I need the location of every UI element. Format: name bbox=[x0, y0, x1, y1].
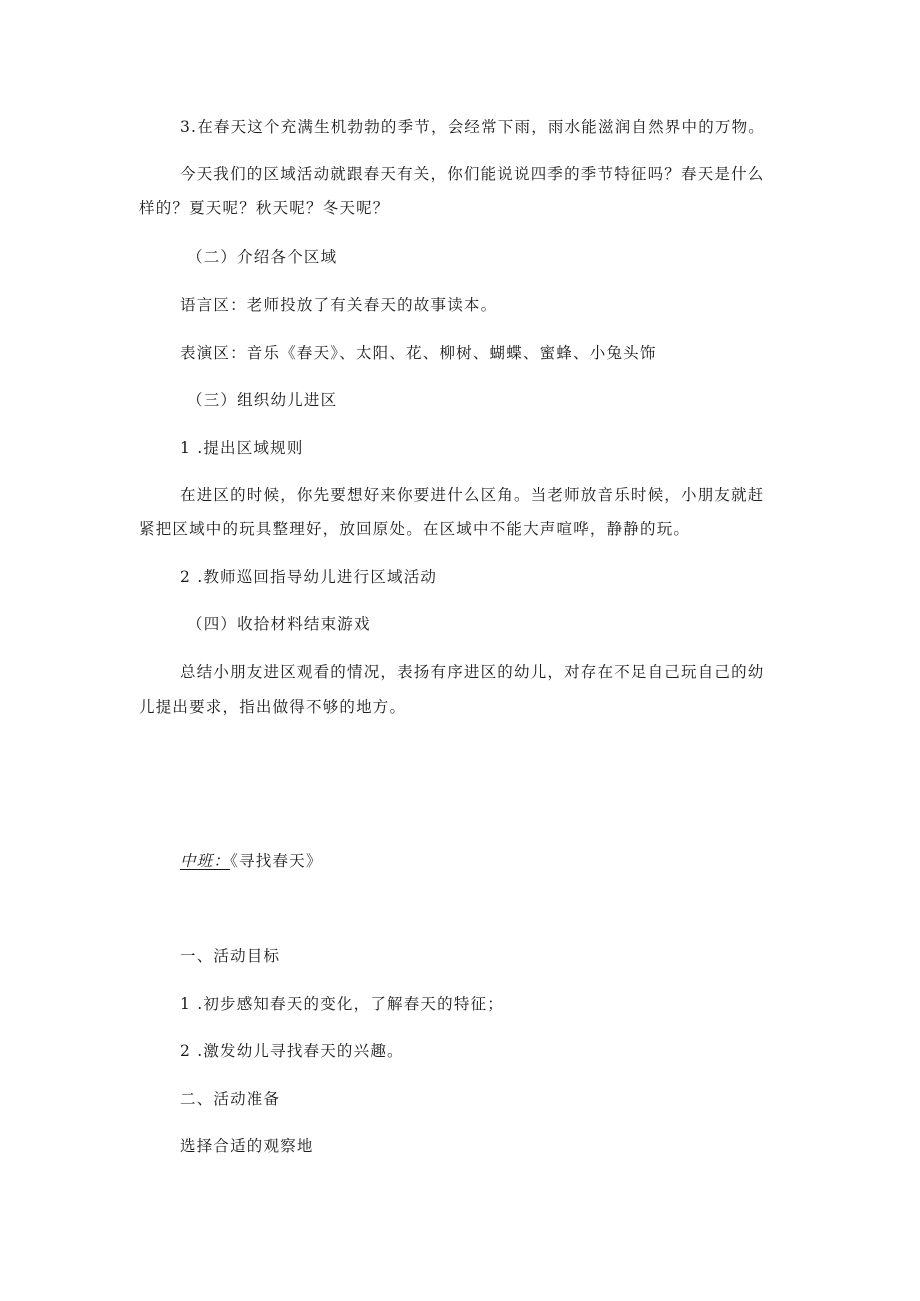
paragraph-summary-line2: 儿提出要求，指出做得不够的地方。 bbox=[139, 698, 407, 716]
paragraph-performance-area: 表演区：音乐《春天》、太阳、花、柳树、蝴蝶、蜜蜂、小兔头饰 bbox=[180, 344, 657, 362]
lesson-title: 《寻找春天》 bbox=[230, 852, 323, 870]
list-item-goal-1: 1 .初步感知春天的变化，了解春天的特征； bbox=[180, 995, 504, 1013]
list-item-rules: 1 .提出区域规则 bbox=[180, 439, 304, 457]
paragraph-seasons-line2: 样的？夏天呢？秋天呢？冬天呢？ bbox=[139, 199, 390, 217]
paragraph-rules-line2: 紧把区域中的玩具整理好，放回原处。在区域中不能大声喧哗，静静的玩。 bbox=[139, 520, 691, 538]
list-item-teacher-guidance: 2 .教师巡回指导幼儿进行区域活动 bbox=[180, 568, 438, 586]
paragraph-preparation: 选择合适的观察地 bbox=[180, 1137, 314, 1155]
paragraph-rules-line1: 在进区的时候，你先要想好来你要进什么区角。当老师放音乐时候，小朋友就赶 bbox=[180, 486, 765, 504]
paragraph-rain: 3.在春天这个充满生机勃勃的季节，会经常下雨，雨水能滋润自然界中的万物。 bbox=[180, 118, 765, 136]
section-title bbox=[180, 851, 830, 871]
list-item-goal-2: 2 .激发幼儿寻找春天的兴趣。 bbox=[180, 1042, 404, 1060]
class-label: 中班： bbox=[180, 852, 231, 870]
paragraph-language-area: 语言区：老师投放了有关春天的故事读本。 bbox=[180, 296, 498, 314]
heading-organize-entry: （三）组织幼儿进区 bbox=[187, 391, 338, 409]
heading-activity-goals: 一、活动目标 bbox=[180, 947, 281, 965]
paragraph-summary-line1: 总结小朋友进区观看的情况，表扬有序进区的幼儿，对存在不足自己玩自己的幼 bbox=[180, 663, 765, 681]
heading-introduce-areas: （二）介绍各个区域 bbox=[187, 248, 338, 266]
heading-activity-preparation: 二、活动准备 bbox=[180, 1090, 281, 1108]
paragraph-seasons-line1: 今天我们的区域活动就跟春天有关，你们能说说四季的季节特征吗？春天是什么 bbox=[180, 165, 765, 183]
heading-clean-up: （四）收拾材料结束游戏 bbox=[187, 615, 371, 633]
